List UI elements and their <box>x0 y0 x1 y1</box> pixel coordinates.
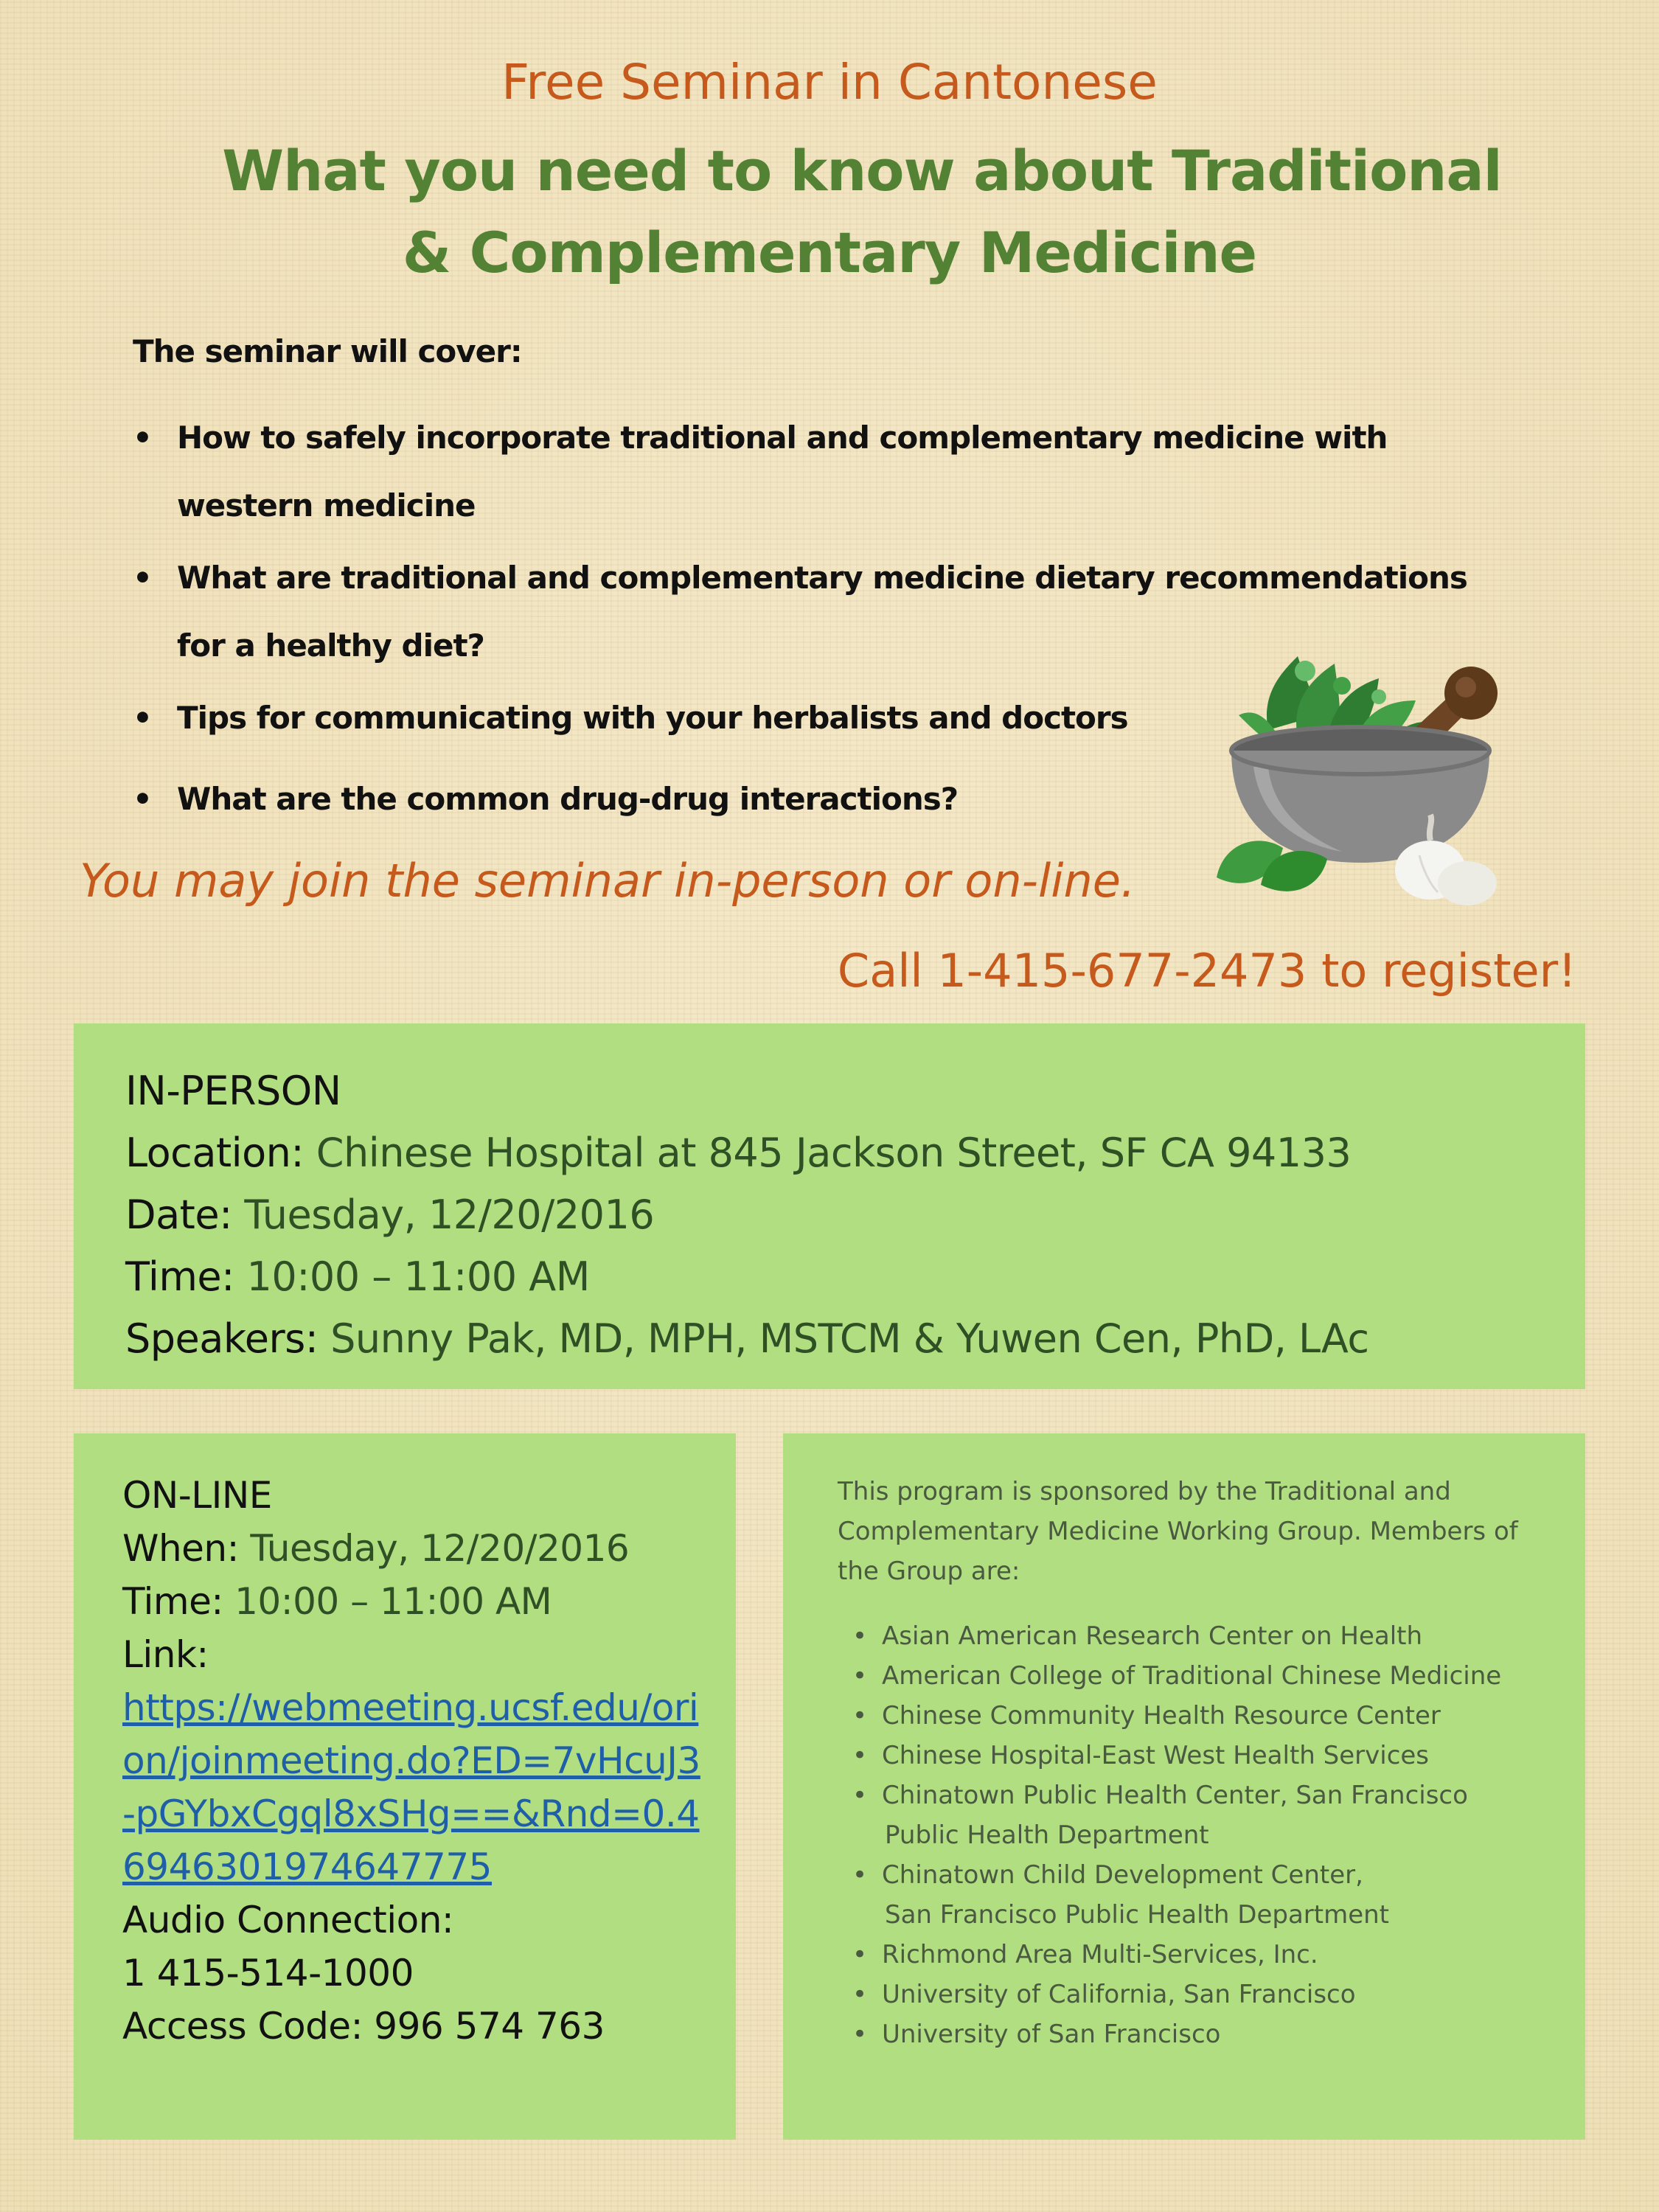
in-person-heading: IN-PERSON <box>125 1068 341 1114</box>
online-time-label: Time: <box>122 1580 223 1623</box>
topic-item-text-cont: for a healthy diet? <box>177 627 484 664</box>
title-line-1: What you need to know about Traditional <box>222 138 1502 204</box>
online-panel <box>74 1433 736 2140</box>
bullet-icon: • <box>133 560 152 596</box>
in-person-panel <box>74 1023 1585 1389</box>
topic-item-text-cont: western medicine <box>177 487 476 524</box>
webmeeting-link[interactable]: https://webmeeting.ucsf.edu/orion/joinmeeting.do?ED=7vHcuJ3-pGYbxCgql8xSHg==&Rnd=0.46946301974647775 <box>122 1686 700 1888</box>
bullet-icon: • <box>133 700 152 736</box>
mortar-and-pestle-icon <box>1209 627 1526 907</box>
time-row <box>125 1246 1369 1308</box>
bullet-icon: • <box>852 1781 868 1810</box>
bullet-icon: • <box>852 1621 868 1651</box>
member-item <box>838 1775 1560 1855</box>
location-value: Chinese Hospital at 845 Jackson Street, SF CA 94133 <box>304 1130 1352 1176</box>
member-name: University of California, San Francisco <box>882 1980 1356 2009</box>
sponsor-panel <box>783 1433 1585 2140</box>
member-name: Richmond Area Multi-Services, Inc. <box>882 1940 1318 1969</box>
bullet-icon: • <box>852 1940 868 1969</box>
audio-number: 1 415-514-1000 <box>122 1952 414 1994</box>
topic-item-text: What are traditional and complementary medicine dietary recommendations <box>177 560 1467 596</box>
speakers-value: Sunny Pak, MD, MPH, MSTCM & Yuwen Cen, PhD, LAc <box>318 1315 1369 1362</box>
bullet-icon: • <box>133 781 152 817</box>
member-name: Chinatown Child Development Center, <box>882 1860 1363 1890</box>
member-name: Asian American Research Center on Health <box>882 1621 1423 1651</box>
when-row <box>122 1522 712 1575</box>
bullet-icon: • <box>852 1980 868 2009</box>
member-item <box>838 1975 1560 2014</box>
seminar-kicker: Free Seminar in Cantonese <box>501 54 1158 111</box>
topic-item-text: What are the common drug-drug interactions? <box>177 781 959 817</box>
bullet-icon: • <box>852 1661 868 1691</box>
member-item <box>838 1935 1560 1975</box>
register-call: Call 1-415-677-2473 to register! <box>837 944 1576 998</box>
member-name: Chinese Community Health Resource Center <box>882 1701 1441 1731</box>
bullet-icon: • <box>852 1741 868 1770</box>
topics-heading: The seminar will cover: <box>133 333 522 369</box>
speakers-label: Speakers: <box>125 1315 319 1362</box>
bullet-icon: • <box>852 1701 868 1731</box>
time-value: 10:00 – 11:00 AM <box>234 1253 590 1300</box>
member-name: American College of Traditional Chinese Medicine <box>882 1661 1502 1691</box>
when-value: Tuesday, 12/20/2016 <box>238 1527 630 1570</box>
online-time-row <box>122 1575 712 1628</box>
member-list <box>838 1616 1560 2054</box>
member-name: Chinese Hospital-East West Health Services <box>882 1741 1430 1770</box>
title-line-2: & Complementary Medicine <box>402 220 1257 286</box>
topic-item-text: Tips for communicating with your herbalists and doctors <box>177 700 1128 736</box>
location-row <box>125 1122 1369 1184</box>
online-heading: ON-LINE <box>122 1474 272 1517</box>
member-item <box>838 1736 1560 1775</box>
topic-item <box>133 684 1342 752</box>
bullet-icon: • <box>852 2020 868 2049</box>
access-code: Access Code: 996 574 763 <box>122 2005 605 2048</box>
date-label: Date: <box>125 1192 232 1238</box>
member-name: University of San Francisco <box>882 2020 1221 2049</box>
member-item <box>838 2014 1560 2054</box>
time-label: Time: <box>125 1253 234 1300</box>
join-note: You may join the seminar in-person or on-line. <box>80 854 1135 908</box>
when-label: When: <box>122 1527 239 1570</box>
topic-item-text: How to safely incorporate traditional and complementary medicine with <box>177 420 1388 456</box>
member-name-cont: San Francisco Public Health Department <box>885 1900 1390 1930</box>
bullet-icon: • <box>133 420 152 456</box>
online-time-value: 10:00 – 11:00 AM <box>223 1580 552 1623</box>
member-item <box>838 1656 1560 1696</box>
page-title <box>0 137 1659 286</box>
topics-list <box>133 404 1467 833</box>
link-label: Link: <box>122 1633 209 1676</box>
date-value: Tuesday, 12/20/2016 <box>232 1192 655 1238</box>
member-item <box>838 1616 1560 1656</box>
topic-item <box>133 544 1467 680</box>
location-label: Location: <box>125 1130 305 1176</box>
sponsor-intro: This program is sponsored by the Traditional and Complementary Medicine Working Group. Members of the Group are: <box>838 1477 1518 1586</box>
member-item <box>838 1855 1560 1935</box>
topic-item <box>133 765 1342 833</box>
topic-item <box>133 404 1388 540</box>
audio-label: Audio Connection: <box>122 1899 454 1941</box>
date-row <box>125 1184 1369 1246</box>
member-item <box>838 1696 1560 1736</box>
speakers-row <box>125 1308 1369 1370</box>
member-name-cont: Public Health Department <box>885 1820 1209 1850</box>
member-name: Chinatown Public Health Center, San Francisco <box>882 1781 1468 1810</box>
bullet-icon: • <box>852 1860 868 1890</box>
